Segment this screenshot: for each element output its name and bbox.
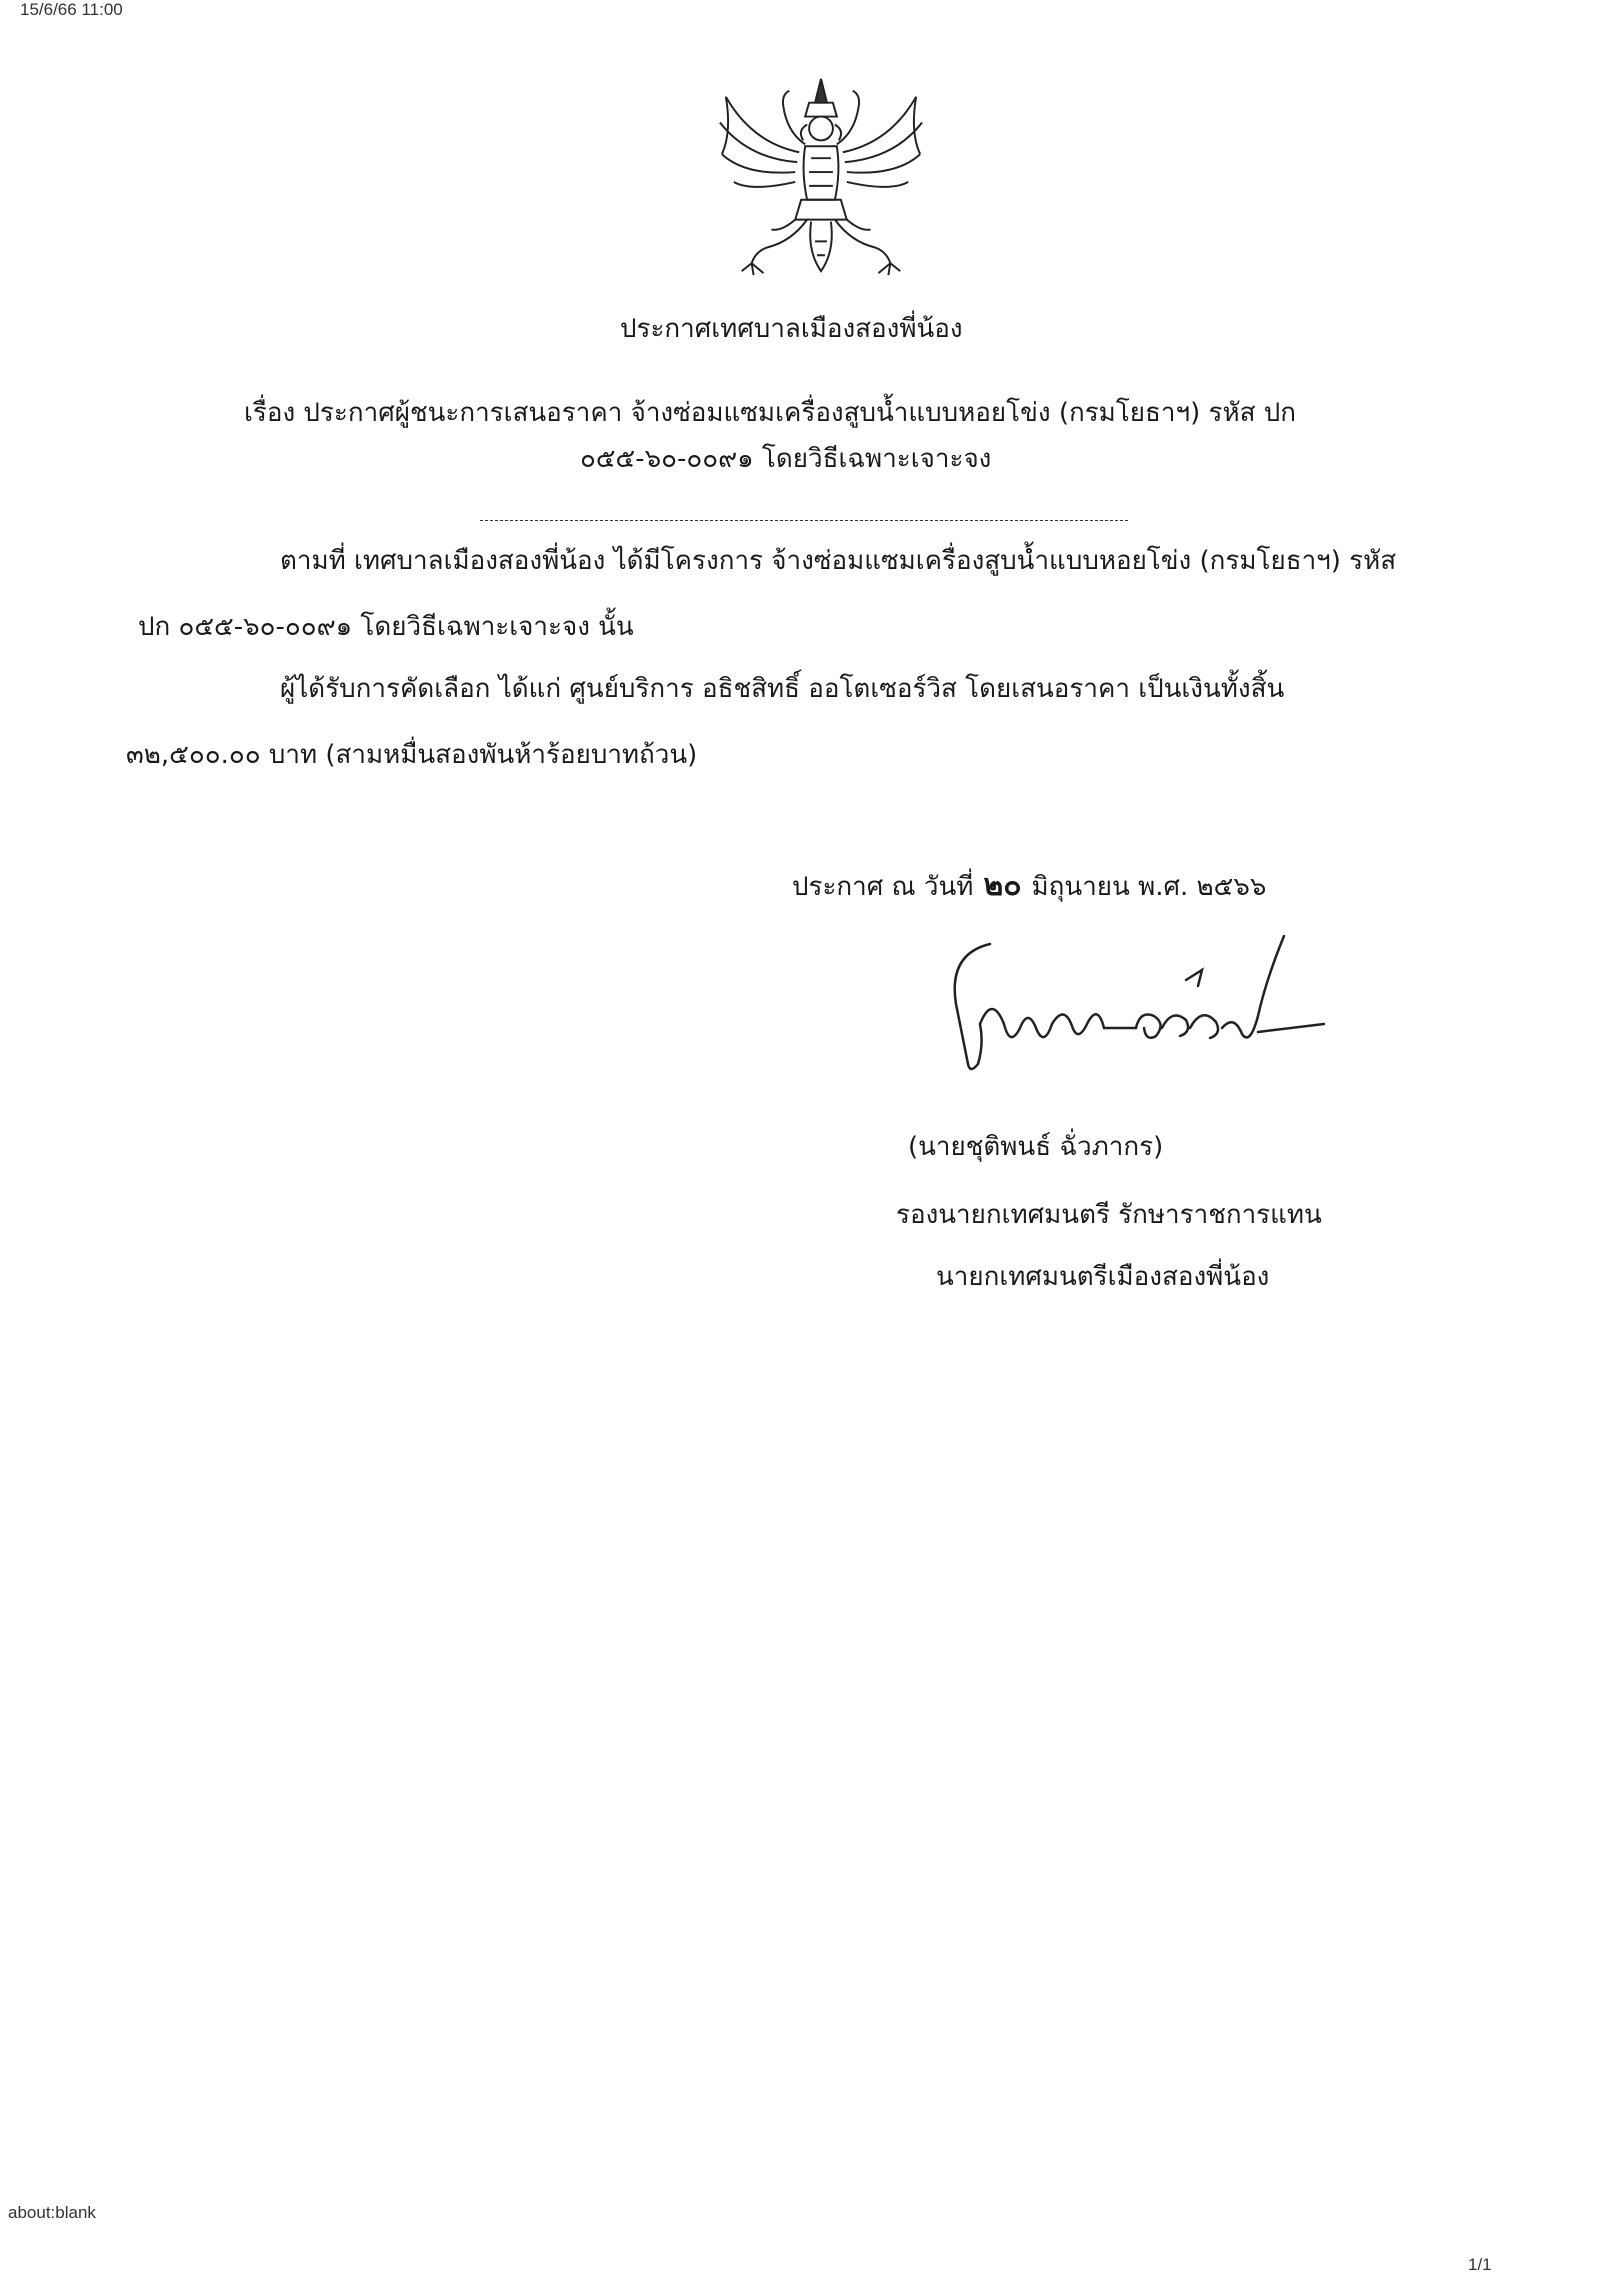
- subject-line-1: เรื่อง ประกาศผู้ชนะการเสนอราคา จ้างซ่อมแซมเครื่องสูบน้ำแบบหอยโข่ง (กรมโยธาฯ) รหัส ปก: [244, 398, 1296, 428]
- signer-position: รองนายกเทศมนตรี รักษาราชการแทน: [896, 1200, 1322, 1230]
- signer-name: (นายชุติพนธ์ ฉั่วภากร): [908, 1132, 1164, 1162]
- page-number: 1/1: [1468, 2255, 1492, 2274]
- date-month-year: มิถุนายน พ.ศ. ๒๕๖๖: [1031, 872, 1267, 902]
- dashed-divider: [480, 520, 1128, 521]
- paragraph-2-line-1: ผู้ได้รับการคัดเลือก ได้แก่ ศูนย์บริการ อธิชสิทธิ์ ออโตเซอร์วิส โดยเสนอราคา เป็นเงินทั้งสิ้น: [280, 674, 1285, 704]
- garuda-emblem-icon: [712, 72, 930, 284]
- paragraph-1-line-1: ตามที่ เทศบาลเมืองสองพี่น้อง ได้มีโครงการ จ้างซ่อมแซมเครื่องสูบน้ำแบบหอยโข่ง (กรมโยธาฯ) รหัส: [280, 546, 1397, 576]
- date-day: ๒๐: [983, 868, 1022, 903]
- signer-position-2: นายกเทศมนตรีเมืองสองพี่น้อง: [936, 1262, 1270, 1292]
- print-url: about:blank: [8, 2203, 96, 2222]
- subject-line-2: ๐๕๕-๖๐-๐๐๙๑ โดยวิธีเฉพาะเจาะจง: [580, 444, 992, 474]
- date-prefix: ประกาศ ณ วันที่: [792, 872, 974, 902]
- announcement-date: [792, 862, 1266, 909]
- announcement-title: ประกาศเทศบาลเมืองสองพี่น้อง: [620, 314, 963, 344]
- paragraph-2-line-2: ๓๒,๕๐๐.๐๐ บาท (สามหมื่นสองพันห้าร้อยบาทถ้วน): [126, 740, 698, 770]
- handwritten-signature: [940, 924, 1340, 1074]
- print-timestamp: 15/6/66 11:00: [20, 0, 123, 19]
- paragraph-1-line-2: ปก ๐๕๕-๖๐-๐๐๙๑ โดยวิธีเฉพาะเจาะจง นั้น: [138, 612, 634, 642]
